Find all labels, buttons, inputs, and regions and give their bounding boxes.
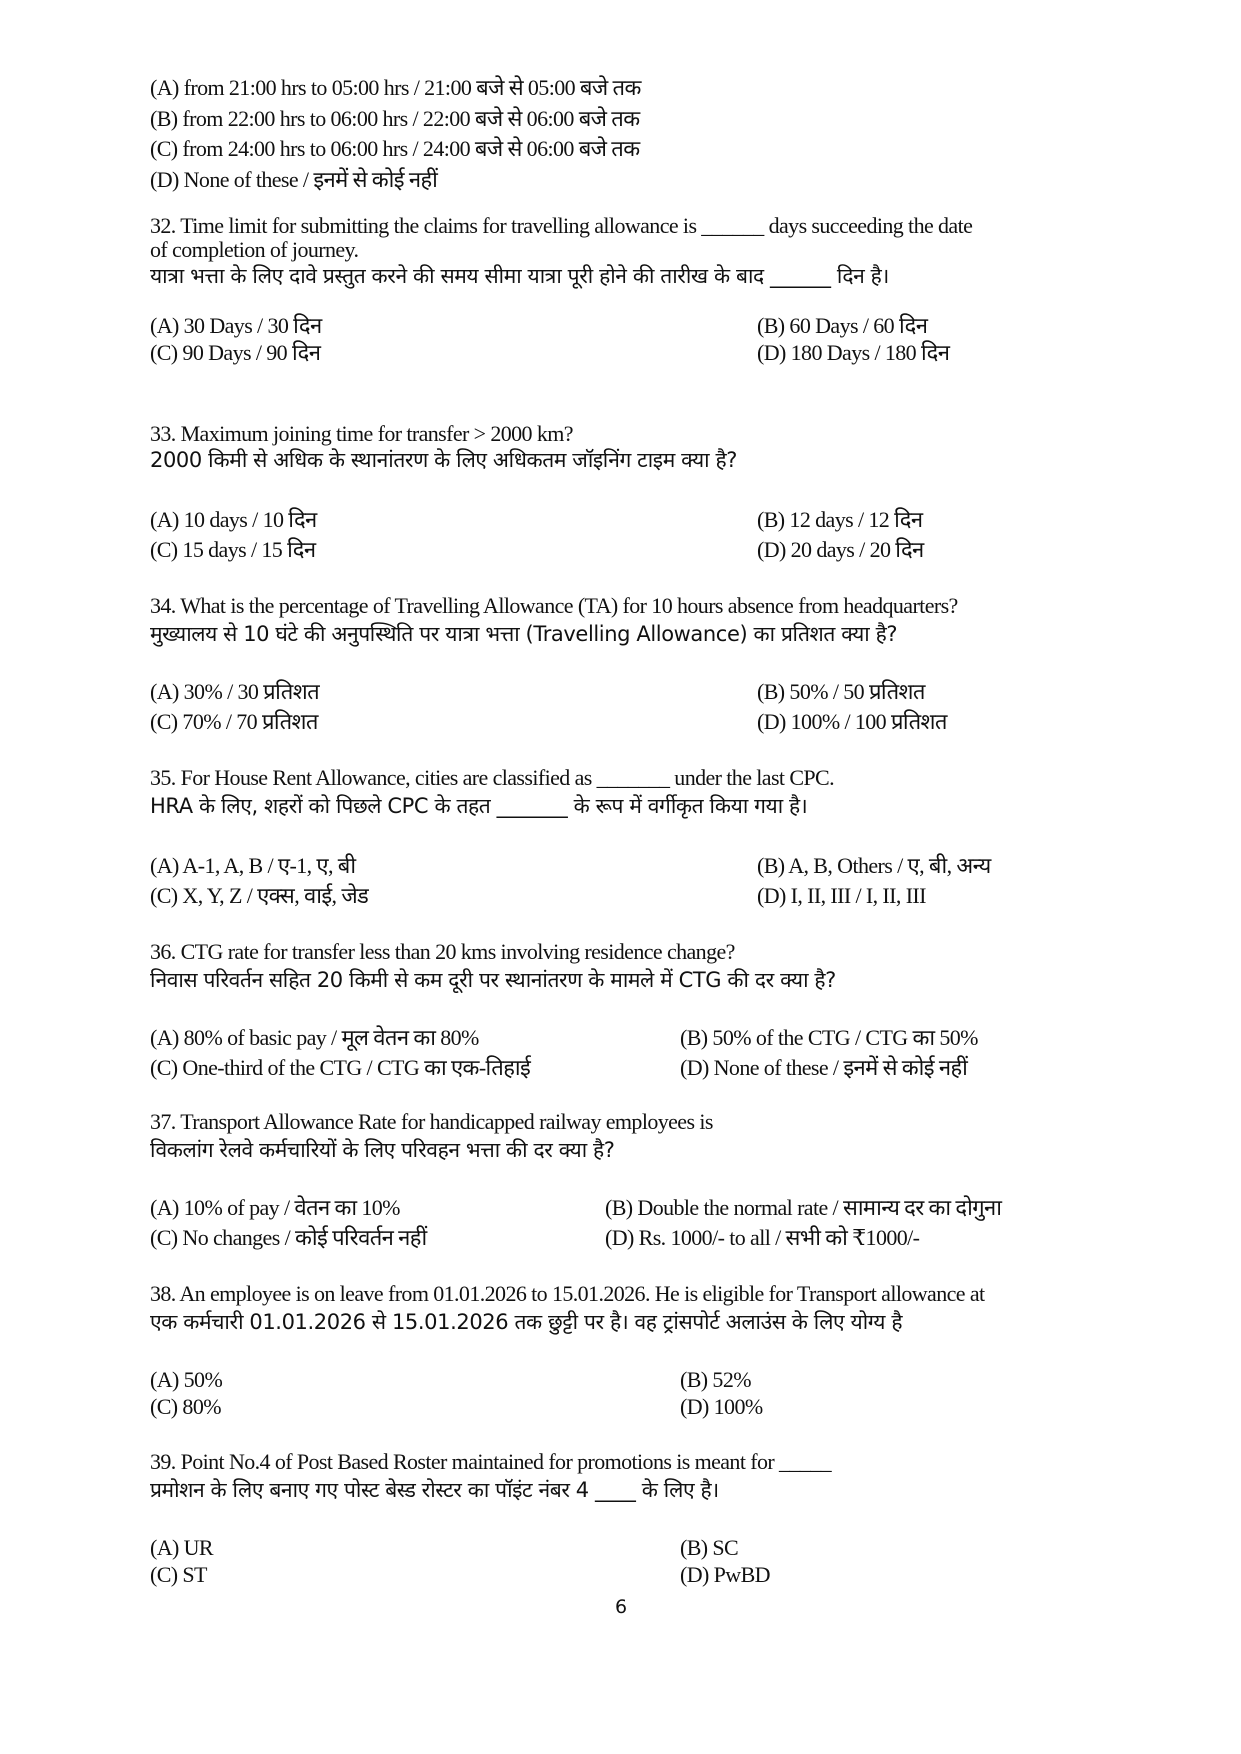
q39-option-c: (C) ST [150, 1562, 207, 1587]
q33-option-a: (A) 10 days / 10 दिन [150, 507, 317, 532]
q32-option-c: (C) 90 Days / 90 दिन [150, 340, 321, 365]
q34-option-b: (B) 50% / 50 प्रतिशत [757, 679, 925, 704]
q33-option-b: (B) 12 days / 12 दिन [757, 507, 923, 532]
q31-option-d: (D) None of these / इनमें से कोई नहीं [150, 167, 438, 192]
q37-question-hi: विकलांग रेलवे कर्मचारियों के लिए परिवहन भत्ता की दर क्या है? [150, 1138, 615, 1162]
q36-option-b: (B) 50% of the CTG / CTG का 50% [680, 1025, 978, 1050]
q33-option-d: (D) 20 days / 20 दिन [757, 537, 924, 562]
q33-question-en: 33. Maximum joining time for transfer > 2000 km? [150, 421, 573, 446]
q34-question-hi: मुख्यालय से 10 घंटे की अनुपस्थिति पर यात्रा भत्ता (Travelling Allowance) का प्रतिशत क्या है? [150, 622, 898, 646]
q38-option-b: (B) 52% [680, 1367, 751, 1392]
q36-option-d: (D) None of these / इनमें से कोई नहीं [680, 1055, 968, 1080]
q34-option-c: (C) 70% / 70 प्रतिशत [150, 709, 318, 734]
q32-question-en-cont: of completion of journey. [150, 237, 359, 262]
q39-question-en: 39. Point No.4 of Post Based Roster maintained for promotions is meant for _____ [150, 1449, 831, 1474]
q39-option-b: (B) SC [680, 1535, 739, 1560]
q37-option-d: (D) Rs. 1000/- to all / सभी को ₹1000/- [605, 1225, 920, 1250]
q35-option-d: (D) I, II, III / I, II, III [757, 883, 926, 908]
q36-option-a: (A) 80% of basic pay / मूल वेतन का 80% [150, 1025, 479, 1050]
q38-question-en: 38. An employee is on leave from 01.01.2026 to 15.01.2026. He is eligible for Transport allowance at [150, 1281, 985, 1306]
q33-option-c: (C) 15 days / 15 दिन [150, 537, 316, 562]
q39-question-hi: प्रमोशन के लिए बनाए गए पोस्ट बेस्ड रोस्टर का पॉइंट नंबर 4 ____ के लिए है। [150, 1478, 719, 1502]
q33-question-hi: 2000 किमी से अधिक के स्थानांतरण के लिए अधिकतम जॉइनिंग टाइम क्या है? [150, 448, 737, 472]
q32-option-b: (B) 60 Days / 60 दिन [757, 313, 928, 338]
q32-option-d: (D) 180 Days / 180 दिन [757, 340, 950, 365]
q38-option-d: (D) 100% [680, 1394, 763, 1419]
q34-option-a: (A) 30% / 30 प्रतिशत [150, 679, 320, 704]
q37-question-en: 37. Transport Allowance Rate for handicapped railway employees is [150, 1109, 713, 1134]
q38-option-a: (A) 50% [150, 1367, 223, 1392]
q36-question-hi: निवास परिवर्तन सहित 20 किमी से कम दूरी पर स्थानांतरण के मामले में CTG की दर क्या है? [150, 968, 836, 992]
q38-question-hi: एक कर्मचारी 01.01.2026 से 15.01.2026 तक छुट्टी पर है। वह ट्रांसपोर्ट अलाउंस के लिए योग्य है [150, 1310, 903, 1334]
q37-option-b: (B) Double the normal rate / सामान्य दर का दोगुना [605, 1195, 1002, 1220]
q36-option-c: (C) One-third of the CTG / CTG का एक-तिहाई [150, 1055, 531, 1080]
q35-question-hi: HRA के लिए, शहरों को पिछले CPC के तहत _______ के रूप में वर्गीकृत किया गया है। [150, 794, 808, 818]
q34-question-en: 34. What is the percentage of Travelling Allowance (TA) for 10 hours absence from headquarters? [150, 593, 958, 618]
q34-option-d: (D) 100% / 100 प्रतिशत [757, 709, 947, 734]
q35-option-c: (C) X, Y, Z / एक्स, वाई, जेड [150, 883, 369, 908]
q38-option-c: (C) 80% [150, 1394, 221, 1419]
q36-question-en: 36. CTG rate for transfer less than 20 kms involving residence change? [150, 939, 735, 964]
q39-option-a: (A) UR [150, 1535, 214, 1560]
q31-option-b: (B) from 22:00 hrs to 06:00 hrs / 22:00 बजे से 06:00 बजे तक [150, 106, 640, 131]
q35-option-a: (A) A-1, A, B / ए-1, ए, बी [150, 853, 356, 878]
page-number: 6 [615, 1596, 628, 1618]
q37-option-c: (C) No changes / कोई परिवर्तन नहीं [150, 1225, 427, 1250]
q32-question-en: 32. Time limit for submitting the claims for travelling allowance is ______ days succeeding the date [150, 213, 973, 238]
q31-option-a: (A) from 21:00 hrs to 05:00 hrs / 21:00 बजे से 05:00 बजे तक [150, 75, 641, 100]
q32-question-hi: यात्रा भत्ता के लिए दावे प्रस्तुत करने की समय सीमा यात्रा पूरी होने की तारीख के बाद ______ दिन है। [150, 264, 889, 288]
q35-option-b: (B) A, B, Others / ए, बी, अन्य [757, 853, 991, 878]
q31-option-c: (C) from 24:00 hrs to 06:00 hrs / 24:00 बजे से 06:00 बजे तक [150, 136, 640, 161]
q39-option-d: (D) PwBD [680, 1562, 770, 1587]
q35-question-en: 35. For House Rent Allowance, cities are classified as _______ under the last CPC. [150, 765, 834, 790]
q32-option-a: (A) 30 Days / 30 दिन [150, 313, 322, 338]
q37-option-a: (A) 10% of pay / वेतन का 10% [150, 1195, 400, 1220]
